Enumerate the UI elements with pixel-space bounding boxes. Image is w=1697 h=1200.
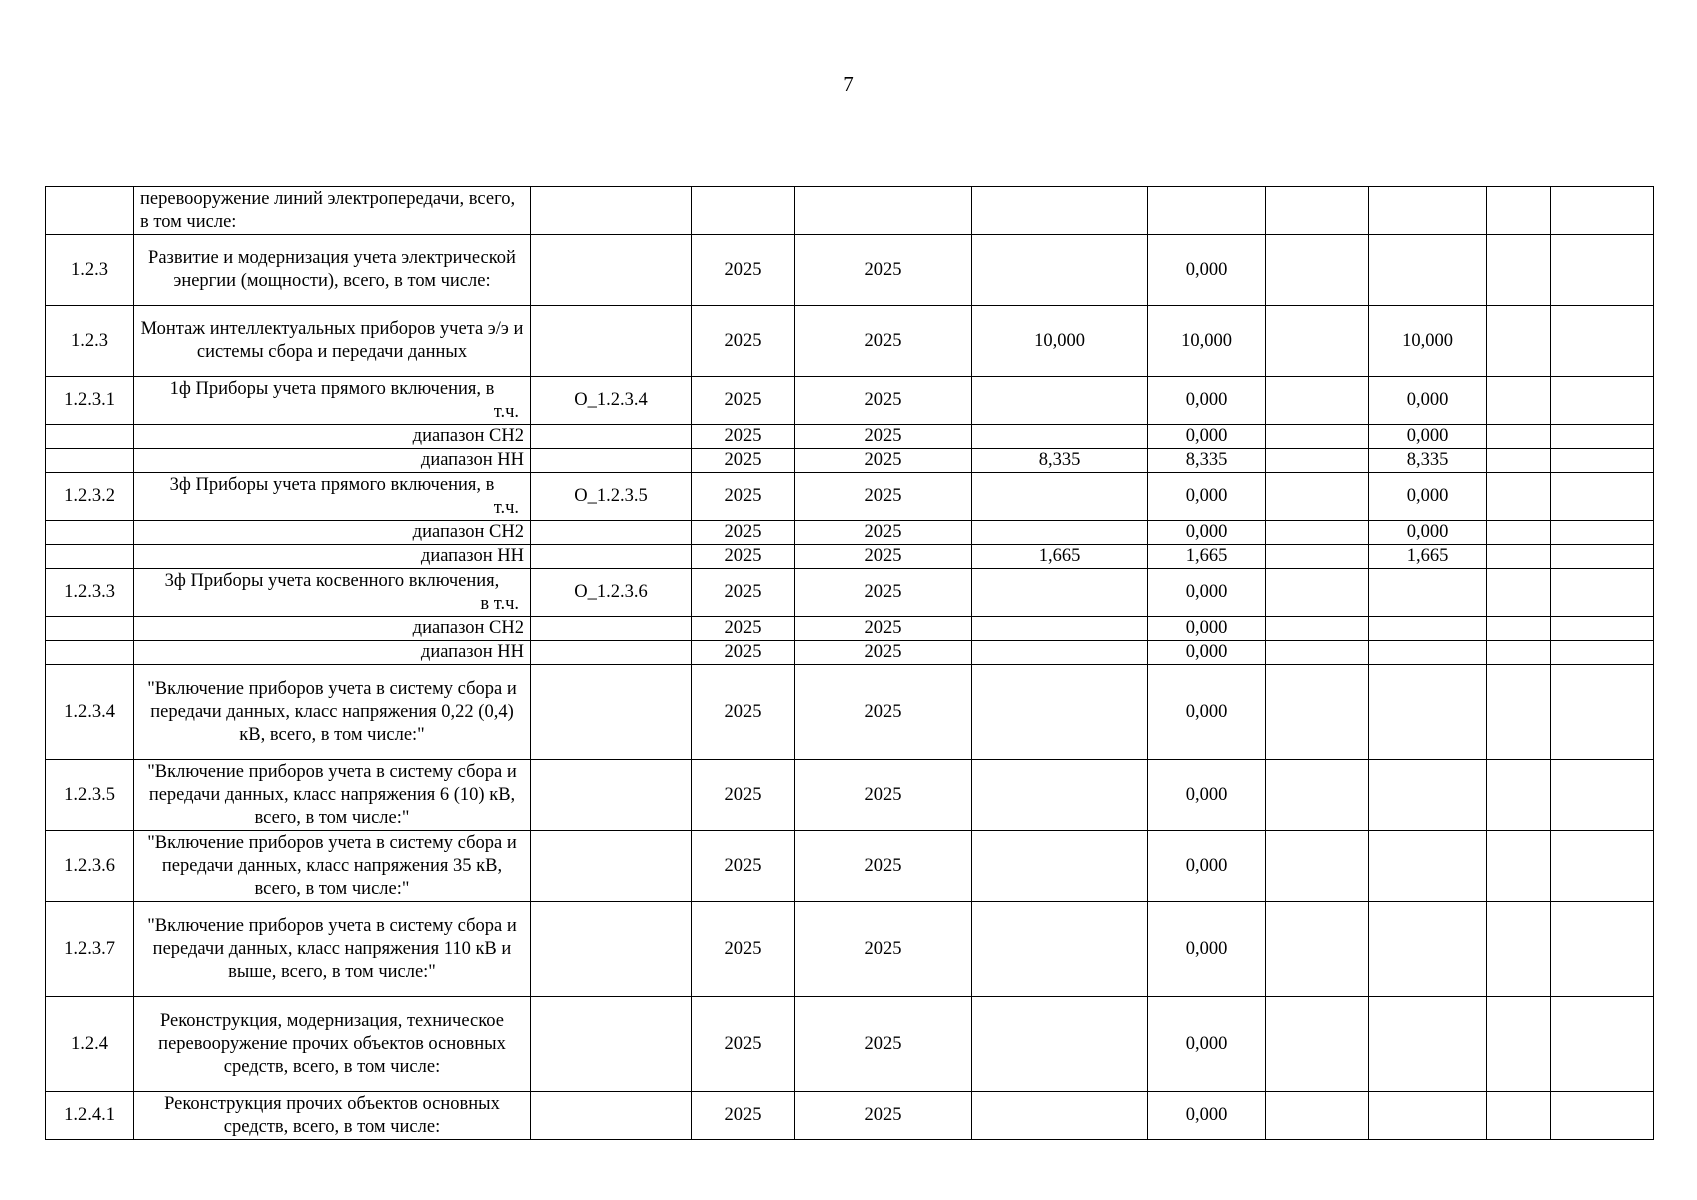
row-value-6 bbox=[1551, 187, 1654, 235]
row-value-1 bbox=[972, 665, 1148, 760]
row-code bbox=[531, 665, 692, 760]
row-value-1 bbox=[972, 377, 1148, 425]
row-code bbox=[531, 1092, 692, 1140]
row-end-year: 2025 bbox=[795, 665, 972, 760]
row-value-3 bbox=[1266, 569, 1369, 617]
row-value-4 bbox=[1369, 187, 1487, 235]
row-value-5 bbox=[1487, 569, 1551, 617]
row-value-5 bbox=[1487, 187, 1551, 235]
row-name: Развитие и модернизация учета электрической энергии (мощности), всего, в том числе: bbox=[134, 235, 531, 306]
table-row bbox=[46, 641, 1654, 665]
row-number bbox=[46, 449, 134, 473]
row-value-6 bbox=[1551, 831, 1654, 902]
table-row bbox=[46, 569, 1654, 617]
row-number: 1.2.3 bbox=[46, 235, 134, 306]
row-value-3 bbox=[1266, 617, 1369, 641]
row-name: Реконструкция, модернизация, техническое перевооружение прочих объектов основных средств, всего, в том числе: bbox=[134, 997, 531, 1092]
row-value-3 bbox=[1266, 902, 1369, 997]
row-value-2: 0,000 bbox=[1148, 760, 1266, 831]
row-value-2: 0,000 bbox=[1148, 377, 1266, 425]
row-value-3 bbox=[1266, 545, 1369, 569]
row-value-2: 0,000 bbox=[1148, 641, 1266, 665]
row-value-4 bbox=[1369, 902, 1487, 997]
row-code bbox=[531, 617, 692, 641]
row-value-5 bbox=[1487, 1092, 1551, 1140]
row-value-2: 0,000 bbox=[1148, 473, 1266, 521]
row-value-2: 0,000 bbox=[1148, 902, 1266, 997]
row-value-5 bbox=[1487, 449, 1551, 473]
row-value-5 bbox=[1487, 665, 1551, 760]
row-code bbox=[531, 425, 692, 449]
row-start-year: 2025 bbox=[692, 425, 795, 449]
row-value-4 bbox=[1369, 1092, 1487, 1140]
row-number bbox=[46, 641, 134, 665]
row-end-year: 2025 bbox=[795, 760, 972, 831]
row-value-6 bbox=[1551, 306, 1654, 377]
row-number bbox=[46, 617, 134, 641]
row-name: 3ф Приборы учета прямого включения, в т.ч. bbox=[134, 473, 531, 521]
row-name: "Включение приборов учета в систему сбора и передачи данных, класс напряжения 35 кВ, всего, в том числе:" bbox=[134, 831, 531, 902]
table-row bbox=[46, 377, 1654, 425]
row-value-1 bbox=[972, 235, 1148, 306]
row-number: 1.2.3.5 bbox=[46, 760, 134, 831]
row-value-1 bbox=[972, 521, 1148, 545]
row-number bbox=[46, 187, 134, 235]
row-start-year: 2025 bbox=[692, 449, 795, 473]
row-name: диапазон СН2 bbox=[134, 425, 531, 449]
row-value-3 bbox=[1266, 187, 1369, 235]
row-value-3 bbox=[1266, 449, 1369, 473]
row-value-6 bbox=[1551, 449, 1654, 473]
row-end-year: 2025 bbox=[795, 545, 972, 569]
row-value-3 bbox=[1266, 665, 1369, 760]
row-value-6 bbox=[1551, 569, 1654, 617]
row-value-2: 0,000 bbox=[1148, 617, 1266, 641]
row-value-3 bbox=[1266, 473, 1369, 521]
row-value-6 bbox=[1551, 665, 1654, 760]
row-value-5 bbox=[1487, 641, 1551, 665]
row-code bbox=[531, 760, 692, 831]
row-value-5 bbox=[1487, 902, 1551, 997]
row-value-1 bbox=[972, 997, 1148, 1092]
row-end-year: 2025 bbox=[795, 521, 972, 545]
row-code bbox=[531, 521, 692, 545]
table-row bbox=[46, 545, 1654, 569]
row-code: О_1.2.3.6 bbox=[531, 569, 692, 617]
row-value-4: 0,000 bbox=[1369, 425, 1487, 449]
investment-program-table bbox=[45, 186, 1654, 1140]
row-value-2: 0,000 bbox=[1148, 831, 1266, 902]
row-value-1 bbox=[972, 641, 1148, 665]
row-number bbox=[46, 521, 134, 545]
row-value-2: 0,000 bbox=[1148, 665, 1266, 760]
row-value-6 bbox=[1551, 545, 1654, 569]
row-number: 1.2.3.1 bbox=[46, 377, 134, 425]
row-value-3 bbox=[1266, 831, 1369, 902]
row-value-5 bbox=[1487, 997, 1551, 1092]
row-name: Реконструкция прочих объектов основных средств, всего, в том числе: bbox=[134, 1092, 531, 1140]
row-value-3 bbox=[1266, 1092, 1369, 1140]
row-value-1 bbox=[972, 760, 1148, 831]
table-row bbox=[46, 617, 1654, 641]
row-value-4: 10,000 bbox=[1369, 306, 1487, 377]
row-value-6 bbox=[1551, 997, 1654, 1092]
row-value-3 bbox=[1266, 997, 1369, 1092]
row-code bbox=[531, 997, 692, 1092]
row-value-2: 0,000 bbox=[1148, 235, 1266, 306]
row-value-4: 0,000 bbox=[1369, 521, 1487, 545]
row-value-6 bbox=[1551, 617, 1654, 641]
row-name: перевооружение линий электропередачи, всего, в том числе: bbox=[134, 187, 531, 235]
row-code: О_1.2.3.4 bbox=[531, 377, 692, 425]
row-code bbox=[531, 902, 692, 997]
table-row bbox=[46, 997, 1654, 1092]
row-code bbox=[531, 187, 692, 235]
row-value-4: 8,335 bbox=[1369, 449, 1487, 473]
row-start-year: 2025 bbox=[692, 473, 795, 521]
row-value-4 bbox=[1369, 569, 1487, 617]
row-code: О_1.2.3.5 bbox=[531, 473, 692, 521]
row-end-year: 2025 bbox=[795, 235, 972, 306]
row-value-3 bbox=[1266, 521, 1369, 545]
row-start-year: 2025 bbox=[692, 902, 795, 997]
row-start-year: 2025 bbox=[692, 521, 795, 545]
row-end-year bbox=[795, 187, 972, 235]
row-name: диапазон СН2 bbox=[134, 521, 531, 545]
row-code bbox=[531, 831, 692, 902]
table-row bbox=[46, 187, 1654, 235]
row-number: 1.2.3.3 bbox=[46, 569, 134, 617]
row-code bbox=[531, 235, 692, 306]
row-value-3 bbox=[1266, 235, 1369, 306]
row-value-6 bbox=[1551, 521, 1654, 545]
row-value-1: 8,335 bbox=[972, 449, 1148, 473]
row-value-5 bbox=[1487, 377, 1551, 425]
row-start-year: 2025 bbox=[692, 235, 795, 306]
row-value-3 bbox=[1266, 641, 1369, 665]
row-code bbox=[531, 306, 692, 377]
row-value-4 bbox=[1369, 235, 1487, 306]
row-end-year: 2025 bbox=[795, 617, 972, 641]
row-value-2: 10,000 bbox=[1148, 306, 1266, 377]
row-value-3 bbox=[1266, 306, 1369, 377]
row-value-1 bbox=[972, 473, 1148, 521]
row-value-4 bbox=[1369, 617, 1487, 641]
row-value-1: 1,665 bbox=[972, 545, 1148, 569]
row-value-2 bbox=[1148, 187, 1266, 235]
row-value-2: 0,000 bbox=[1148, 521, 1266, 545]
row-end-year: 2025 bbox=[795, 449, 972, 473]
table-row bbox=[46, 449, 1654, 473]
row-name: диапазон НН bbox=[134, 641, 531, 665]
table-row bbox=[46, 902, 1654, 997]
row-value-6 bbox=[1551, 473, 1654, 521]
table-row bbox=[46, 665, 1654, 760]
row-start-year: 2025 bbox=[692, 377, 795, 425]
row-start-year: 2025 bbox=[692, 1092, 795, 1140]
row-value-3 bbox=[1266, 760, 1369, 831]
row-value-1 bbox=[972, 831, 1148, 902]
table-row bbox=[46, 760, 1654, 831]
row-number bbox=[46, 425, 134, 449]
row-name: диапазон НН bbox=[134, 449, 531, 473]
table-row bbox=[46, 1092, 1654, 1140]
row-name: диапазон СН2 bbox=[134, 617, 531, 641]
row-value-4 bbox=[1369, 641, 1487, 665]
row-number: 1.2.3.6 bbox=[46, 831, 134, 902]
row-end-year: 2025 bbox=[795, 569, 972, 617]
row-value-5 bbox=[1487, 235, 1551, 306]
row-start-year: 2025 bbox=[692, 760, 795, 831]
row-value-6 bbox=[1551, 377, 1654, 425]
row-value-6 bbox=[1551, 235, 1654, 306]
row-value-4 bbox=[1369, 831, 1487, 902]
row-value-1 bbox=[972, 425, 1148, 449]
row-value-4: 0,000 bbox=[1369, 473, 1487, 521]
table-row bbox=[46, 521, 1654, 545]
row-name: "Включение приборов учета в систему сбора и передачи данных, класс напряжения 0,22 (0,4) кВ, всего, в том числе:" bbox=[134, 665, 531, 760]
row-code bbox=[531, 641, 692, 665]
row-value-5 bbox=[1487, 306, 1551, 377]
row-value-5 bbox=[1487, 521, 1551, 545]
row-value-2: 8,335 bbox=[1148, 449, 1266, 473]
row-start-year: 2025 bbox=[692, 665, 795, 760]
row-value-3 bbox=[1266, 377, 1369, 425]
row-name: "Включение приборов учета в систему сбора и передачи данных, класс напряжения 110 кВ и выше, всего, в том числе:" bbox=[134, 902, 531, 997]
row-value-4: 1,665 bbox=[1369, 545, 1487, 569]
row-value-4: 0,000 bbox=[1369, 377, 1487, 425]
row-start-year: 2025 bbox=[692, 617, 795, 641]
row-value-1 bbox=[972, 902, 1148, 997]
row-number bbox=[46, 545, 134, 569]
row-name: Монтаж интеллектуальных приборов учета э/э и системы сбора и передачи данных bbox=[134, 306, 531, 377]
row-number: 1.2.3.7 bbox=[46, 902, 134, 997]
row-end-year: 2025 bbox=[795, 997, 972, 1092]
row-start-year: 2025 bbox=[692, 641, 795, 665]
row-end-year: 2025 bbox=[795, 902, 972, 997]
table-row bbox=[46, 425, 1654, 449]
row-start-year: 2025 bbox=[692, 306, 795, 377]
row-value-6 bbox=[1551, 425, 1654, 449]
row-number: 1.2.3.4 bbox=[46, 665, 134, 760]
row-value-1 bbox=[972, 187, 1148, 235]
row-end-year: 2025 bbox=[795, 425, 972, 449]
table-row bbox=[46, 235, 1654, 306]
page-number: 7 bbox=[843, 72, 854, 96]
table-row bbox=[46, 306, 1654, 377]
row-value-2: 0,000 bbox=[1148, 1092, 1266, 1140]
row-code bbox=[531, 449, 692, 473]
row-value-4 bbox=[1369, 665, 1487, 760]
table-row bbox=[46, 473, 1654, 521]
table-row bbox=[46, 831, 1654, 902]
row-value-4 bbox=[1369, 997, 1487, 1092]
row-value-5 bbox=[1487, 617, 1551, 641]
row-number: 1.2.3 bbox=[46, 306, 134, 377]
row-number: 1.2.4.1 bbox=[46, 1092, 134, 1140]
row-value-1 bbox=[972, 569, 1148, 617]
row-code bbox=[531, 545, 692, 569]
row-number: 1.2.3.2 bbox=[46, 473, 134, 521]
row-end-year: 2025 bbox=[795, 1092, 972, 1140]
row-value-2: 0,000 bbox=[1148, 569, 1266, 617]
row-value-1: 10,000 bbox=[972, 306, 1148, 377]
row-value-4 bbox=[1369, 760, 1487, 831]
row-value-1 bbox=[972, 1092, 1148, 1140]
row-value-3 bbox=[1266, 425, 1369, 449]
row-name: диапазон НН bbox=[134, 545, 531, 569]
row-value-6 bbox=[1551, 902, 1654, 997]
row-start-year: 2025 bbox=[692, 569, 795, 617]
row-value-1 bbox=[972, 617, 1148, 641]
row-value-5 bbox=[1487, 425, 1551, 449]
row-number: 1.2.4 bbox=[46, 997, 134, 1092]
row-value-5 bbox=[1487, 545, 1551, 569]
row-start-year bbox=[692, 187, 795, 235]
row-end-year: 2025 bbox=[795, 306, 972, 377]
row-end-year: 2025 bbox=[795, 641, 972, 665]
row-name: "Включение приборов учета в систему сбора и передачи данных, класс напряжения 6 (10) кВ, всего, в том числе:" bbox=[134, 760, 531, 831]
row-start-year: 2025 bbox=[692, 545, 795, 569]
row-value-2: 0,000 bbox=[1148, 425, 1266, 449]
row-value-5 bbox=[1487, 473, 1551, 521]
row-value-2: 1,665 bbox=[1148, 545, 1266, 569]
row-value-2: 0,000 bbox=[1148, 997, 1266, 1092]
row-start-year: 2025 bbox=[692, 997, 795, 1092]
row-start-year: 2025 bbox=[692, 831, 795, 902]
row-end-year: 2025 bbox=[795, 831, 972, 902]
row-value-6 bbox=[1551, 1092, 1654, 1140]
row-value-6 bbox=[1551, 760, 1654, 831]
row-name: 3ф Приборы учета косвенного включения, в т.ч. bbox=[134, 569, 531, 617]
row-end-year: 2025 bbox=[795, 377, 972, 425]
row-value-6 bbox=[1551, 641, 1654, 665]
row-value-5 bbox=[1487, 831, 1551, 902]
row-value-5 bbox=[1487, 760, 1551, 831]
row-name: 1ф Приборы учета прямого включения, в т.ч. bbox=[134, 377, 531, 425]
row-end-year: 2025 bbox=[795, 473, 972, 521]
